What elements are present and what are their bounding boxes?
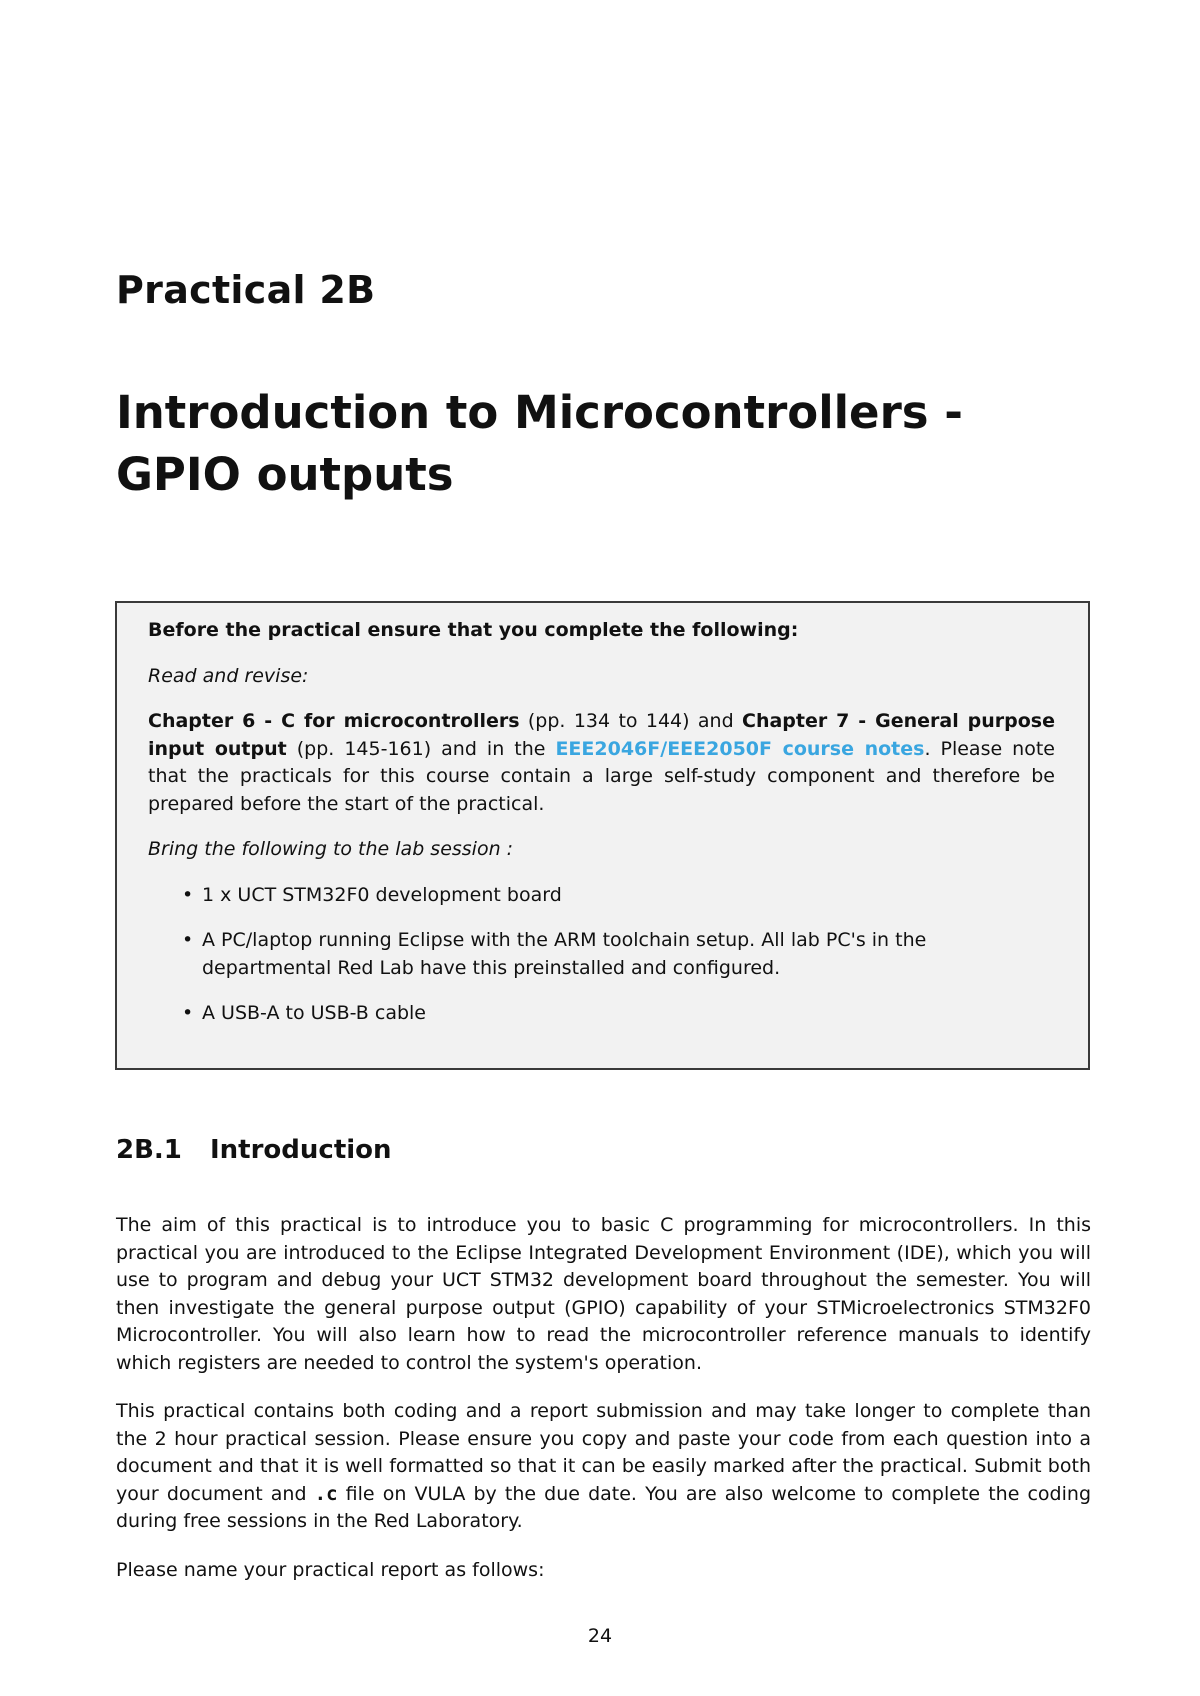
introduction-body [116, 1212, 1091, 1605]
list-item-text: 1 x UCT STM32F0 development board [202, 883, 562, 906]
list-item [148, 882, 1055, 910]
list-item [148, 927, 1055, 982]
page-number: 24 [587, 1625, 613, 1647]
intro-paragraph-1: The aim of this practical is to introduce you to basic C programming for microcontrollers. In this practical you are introduced to the Eclipse Integrated Development Environment (IDE), which you will use to program and debug your UCT STM32 development board throughout the semester. You will then investigate the general purpose output (GPIO) capability of your STMicroelectronics STM32F0 Microcontroller. You will also learn how to read the microcontroller reference manuals to identify which registers are needed to control the system's operation. [116, 1214, 1091, 1374]
intro-paragraph-3: Please name your practical report as follows: [116, 1558, 545, 1581]
c-file-extension: .c [314, 1482, 338, 1505]
bring-list [148, 882, 1055, 1028]
bullet-icon: • [182, 883, 194, 906]
bring-label: Bring the following to the lab session : [148, 838, 514, 860]
list-item-text: A PC/laptop running Eclipse with the ARM toolchain setup. All lab PC's in the departmental Red Lab have this preinstalled and configured. [202, 929, 927, 979]
course-notes-link[interactable]: EEE2046F/EEE2050F course notes [555, 737, 925, 760]
section-number: 2B.1 [116, 1135, 182, 1165]
chapter-title: Introduction to Microcontrollers - GPIO outputs [116, 386, 963, 501]
chapter6-reference: Chapter 6 - C for microcontrollers [148, 710, 520, 732]
chapter7-reference: Chapter 7 - General purpose input output [148, 710, 1055, 760]
preparation-box [115, 601, 1090, 1070]
list-item-text: A USB-A to USB-B cable [202, 1002, 427, 1024]
prep-box-heading: Before the practical ensure that you complete the following: [148, 619, 799, 641]
self-study-note: . Please note that the practicals for this course contain a large self-study component and therefore be prepared before the start of the practical. [148, 737, 1055, 815]
chapter6-pages: (pp. 134 to 144) and [519, 710, 742, 732]
chapter7-pages: (pp. 145-161) and in the [286, 737, 556, 760]
intro-paragraph-2-part-2: file on VULA by the due date. You are also welcome to complete the coding during free sessions in the Red Laboratory. [116, 1482, 1092, 1532]
read-and-revise-label: Read and revise: [148, 664, 309, 687]
chapter-label: Practical 2B [116, 268, 376, 312]
list-item [148, 1000, 1055, 1028]
intro-paragraph-2-part-1: This practical contains both coding and a report submission and may take longer to complete than the 2 hour practical session. Please ensure you copy and paste your code from each question into a document and that it is well formatted so that it can be easily marked after the practical. Submit both your document and [116, 1400, 1091, 1505]
reading-paragraph [148, 708, 1055, 818]
bullet-icon: • [182, 929, 194, 951]
section-title: Introduction [210, 1135, 392, 1165]
section-heading [116, 1135, 392, 1165]
bullet-icon: • [182, 1002, 194, 1024]
intro-paragraph-2 [116, 1398, 1091, 1536]
